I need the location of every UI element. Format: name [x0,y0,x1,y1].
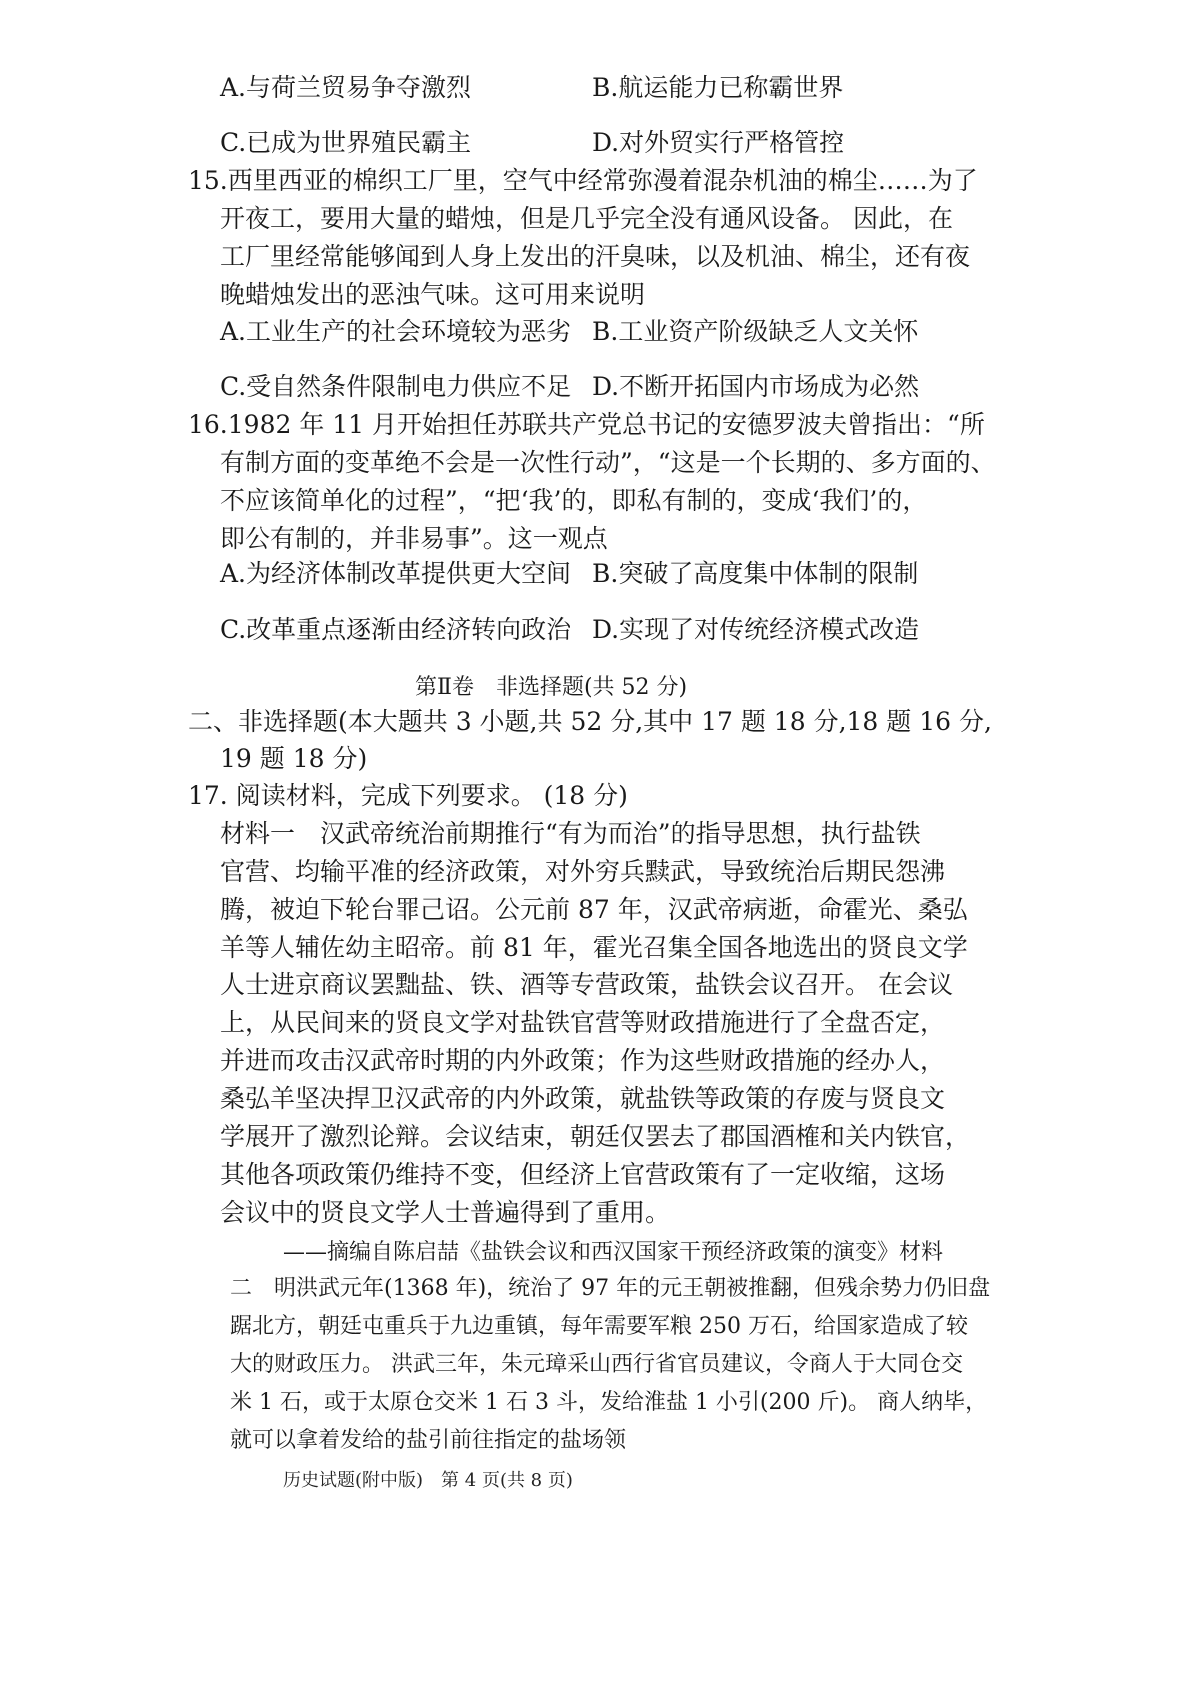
q17-material2-line: 踞北方，朝廷屯重兵于九边重镇，每年需要军粮 250 万石，给国家造成了较 [230,1314,968,1339]
q14-option-b: B.航运能力已称霸世界 [592,73,844,102]
q17-material1-line: 桑弘羊坚决捍卫汉武帝的内外政策，就盐铁等政策的存废与贤良文 [220,1084,946,1113]
q16-option-a: A.为经济体制改革提供更大空间 [220,559,572,588]
q17-material1-line: 学展开了激烈论辩。会议结束，朝廷仅罢去了郡国酒榷和关内铁官， [220,1122,971,1151]
q15-stem-line: 15.西里西亚的棉织工厂里，空气中经常弥漫着混杂机油的棉尘……为了 [188,166,978,195]
q17-prompt: 17. 阅读材料，完成下列要求。 (18 分) [188,781,628,810]
q16-option-c: C.改革重点逐渐由经济转向政治 [220,615,572,644]
q15-option-d: D.不断开拓国内市场成为必然 [592,372,920,401]
q17-material2-line: 就可以拿着发给的盐引前往指定的盐场领 [230,1428,627,1453]
q17-source-line: ——摘编自陈启喆《盐铁会议和西汉国家干预经济政策的演变》材料 [283,1240,944,1265]
q17-material1-line: 其他各项政策仍维持不变，但经济上官营政策有了一定收缩，这场 [220,1160,946,1189]
q16-stem-line: 即公有制的，并非易事”。这一观点 [220,524,608,553]
q16-option-d: D.实现了对传统经济模式改造 [592,615,920,644]
section-header-line: 19 题 18 分) [220,744,368,773]
q17-material1-line: 上，从民间来的贤良文学对盐铁官营等财政措施进行了全盘否定， [220,1008,946,1037]
q14-option-c: C.已成为世界殖民霸主 [220,128,472,157]
page-footer: 历史试题(附中版) 第 4 页(共 8 页) [283,1470,573,1491]
q17-material2-line: 大的财政压力。 洪武三年，朱元璋采山西行省官员建议，令商人于大同仓交 [230,1352,963,1377]
q17-material1-line: 羊等人辅佐幼主昭帝。前 81 年，霍光召集全国各地选出的贤良文学 [220,933,968,962]
q17-material1-line: 人士进京商议罢黜盐、铁、酒等专营政策，盐铁会议召开。 在会议 [220,970,953,999]
q15-option-b: B.工业资产阶级缺乏人文关怀 [592,317,919,346]
q17-material1-line: 官营、均输平准的经济政策，对外穷兵黩武，导致统治后期民怨沸 [220,857,946,886]
section-title: 第Ⅱ卷 非选择题(共 52 分) [415,675,688,700]
q15-stem-line: 工厂里经常能够闻到人身上发出的汗臭味，以及机油、棉尘，还有夜 [220,242,971,271]
q17-material1-line: 会议中的贤良文学人士普遍得到了重用。 [220,1198,671,1227]
q17-material1-line: 材料一 汉武帝统治前期推行“有为而治”的指导思想，执行盐铁 [220,819,921,848]
section-header-line: 二、非选择题(本大题共 3 小题,共 52 分,其中 17 题 18 分,18 题 16 分, [188,707,992,736]
q14-option-a: A.与荷兰贸易争夺激烈 [220,73,472,102]
q15-stem-line: 开夜工，要用大量的蜡烛，但是几乎完全没有通风设备。 因此，在 [220,204,953,233]
q15-stem-line: 晚蜡烛发出的恶浊气味。这可用来说明 [220,280,646,309]
q16-stem-line: 不应该简单化的过程”，“把‘我’的，即私有制的，变成‘我们’的， [220,486,928,515]
q15-option-c: C.受自然条件限制电力供应不足 [220,372,572,401]
q17-material1-line: 并进而攻击汉武帝时期的内外政策；作为这些财政措施的经办人， [220,1046,946,1075]
q17-material1-line: 腾，被迫下轮台罪己诏。公元前 87 年，汉武帝病逝，命霍光、桑弘 [220,895,968,924]
q17-material2-line: 二 明洪武元年(1368 年)，统治了 97 年的元王朝被推翻，但残余势力仍旧盘 [230,1276,991,1301]
q15-option-a: A.工业生产的社会环境较为恶劣 [220,317,572,346]
q17-material2-line: 米 1 石，或于太原仓交米 1 石 3 斗，发给淮盐 1 小引(200 斤)。 商人纳毕， [230,1390,988,1415]
q16-stem-line: 有制方面的变革绝不会是一次性行动”，“这是一个长期的、多方面的、 [220,448,996,477]
q16-stem-line: 16.1982 年 11 月开始担任苏联共产党总书记的安德罗波夫曾指出：“所 [188,410,985,439]
q14-option-d: D.对外贸实行严格管控 [592,128,845,157]
q16-option-b: B.突破了高度集中体制的限制 [592,559,919,588]
